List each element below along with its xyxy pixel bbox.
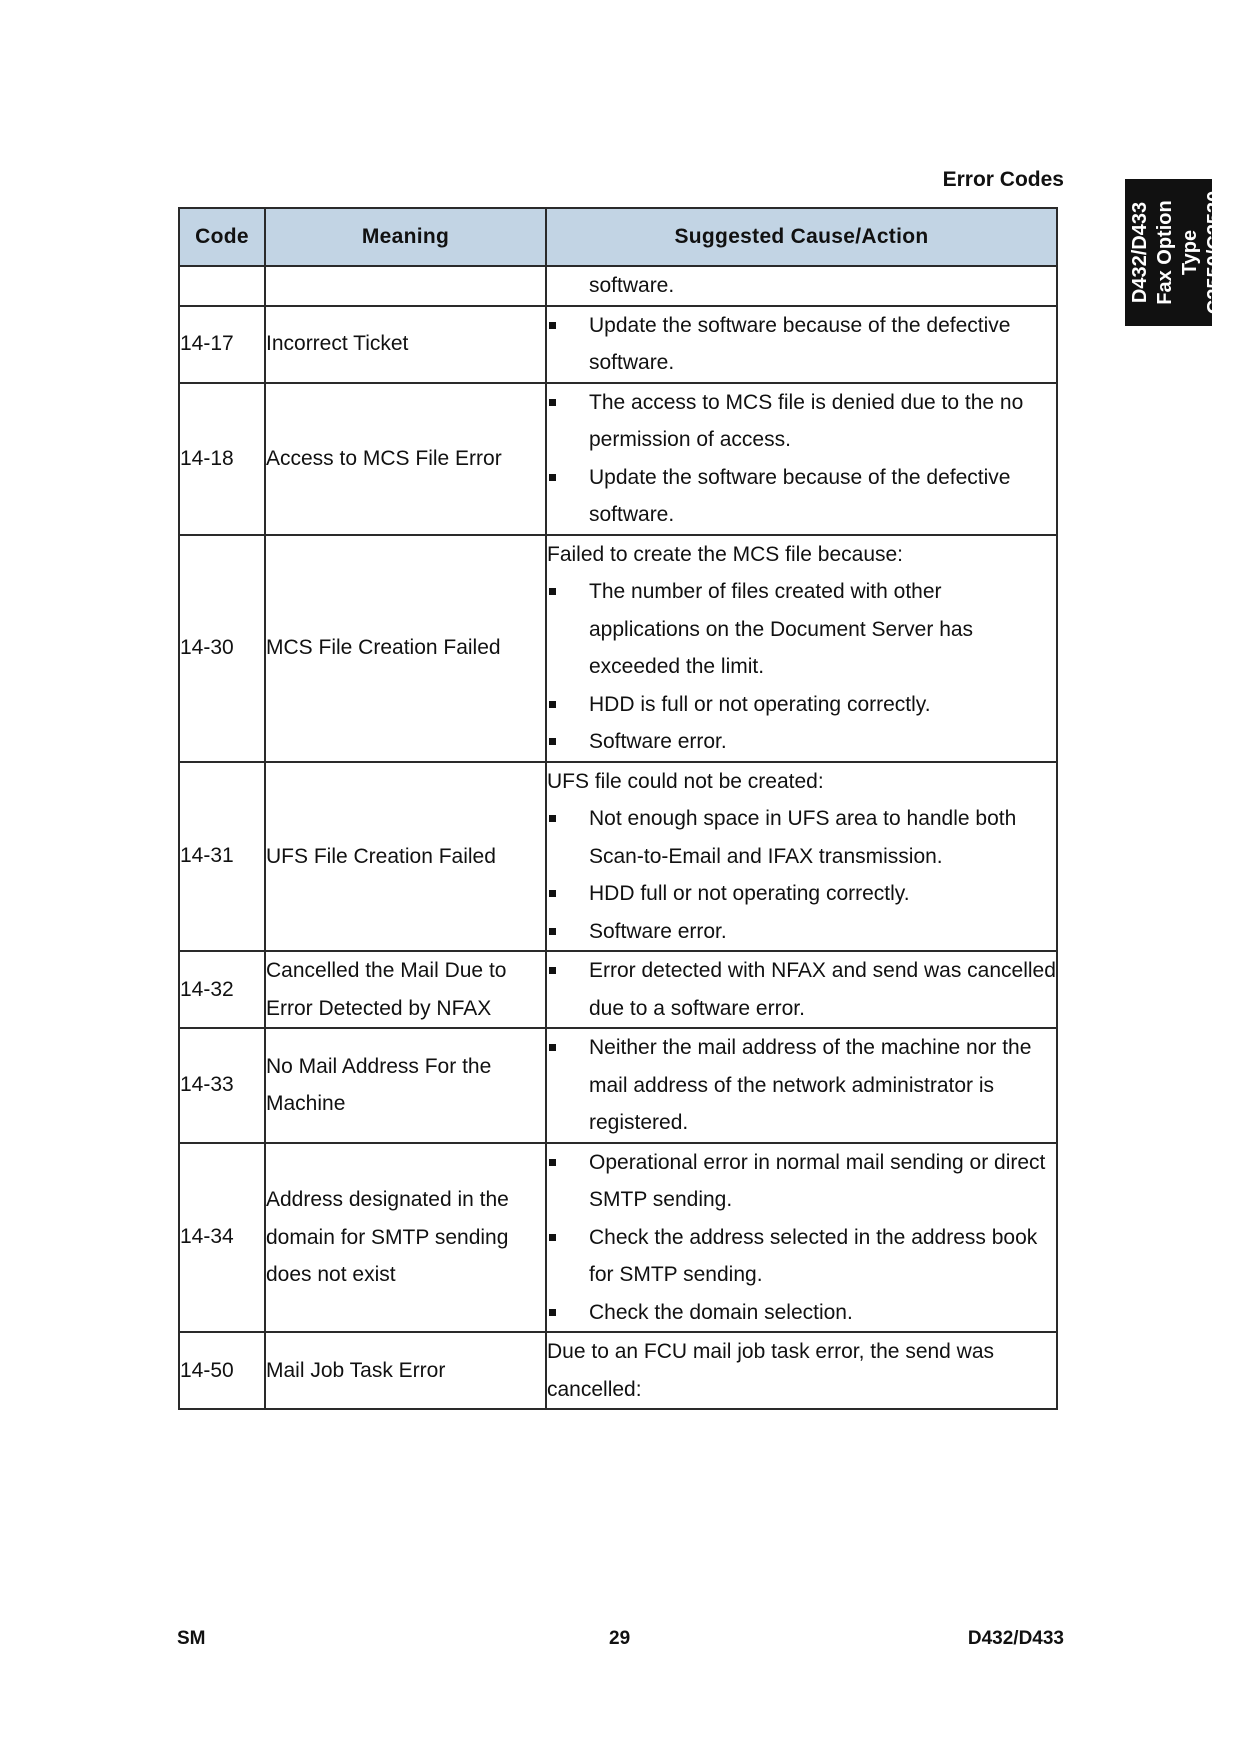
cause-bullet-item: Update the software because of the defective software. — [547, 459, 1056, 534]
cause-bullet-item: HDD full or not operating correctly. — [547, 875, 1056, 913]
cause-action-cell — [546, 535, 1057, 762]
cause-intro: UFS file could not be created: — [547, 769, 824, 793]
cause-bullet-item: Operational error in normal mail sending or direct SMTP sending. — [547, 1144, 1056, 1219]
table-row — [179, 762, 1057, 952]
footer-left: SM — [177, 1628, 206, 1649]
meaning-cell: MCS File Creation Failed — [265, 535, 546, 762]
error-code-cell: 14-34 — [179, 1143, 265, 1333]
cause-bullet-item: Update the software because of the defective software. — [547, 307, 1056, 382]
meaning-cell: Cancelled the Mail Due to Error Detected by NFAX — [265, 951, 546, 1028]
side-tab — [1125, 179, 1226, 326]
cause-action-cell — [546, 1028, 1057, 1143]
table-row — [179, 266, 1057, 306]
cause-bullet-item: Check the address selected in the address book for SMTP sending. — [547, 1219, 1056, 1294]
meaning-cell: Access to MCS File Error — [265, 383, 546, 535]
column-header-code: Code — [179, 208, 265, 266]
cause-bullet-item: Not enough space in UFS area to handle both Scan-to-Email and IFAX transmission. — [547, 800, 1056, 875]
page-header-title: Error Codes — [942, 168, 1064, 191]
cause-intro: Due to an FCU mail job task error, the send was cancelled: — [547, 1340, 995, 1401]
error-codes-table — [178, 207, 1058, 1410]
table-row — [179, 951, 1057, 1028]
cause-action-cell — [546, 306, 1057, 383]
error-code-cell — [179, 266, 265, 306]
cause-intro: Failed to create the MCS file because: — [547, 542, 904, 566]
side-tab-line: D432/D433 — [1128, 201, 1151, 304]
error-code-cell: 14-33 — [179, 1028, 265, 1143]
cause-bullet-item: Error detected with NFAX and send was cancelled due to a software error. — [547, 952, 1056, 1027]
table-row — [179, 1028, 1057, 1143]
error-code-cell: 14-32 — [179, 951, 265, 1028]
side-tab-line: Type — [1178, 229, 1201, 276]
cause-bullet-item: Software error. — [547, 723, 1056, 761]
cause-bullet-item: The access to MCS file is denied due to the no permission of access. — [547, 384, 1056, 459]
cause-continuation: software. — [589, 274, 675, 297]
cause-action-cell — [546, 762, 1057, 952]
cause-bullet-item: The number of files created with other applications on the Document Server has exceeded the limit. — [547, 573, 1056, 686]
page-number: 29 — [609, 1628, 631, 1649]
error-code-cell: 14-17 — [179, 306, 265, 383]
table-header-row — [179, 208, 1057, 266]
column-header-cause: Suggested Cause/Action — [546, 208, 1057, 266]
footer-right: D432/D433 — [967, 1628, 1064, 1649]
cause-action-cell — [546, 266, 1057, 306]
cause-bullet-item: Neither the mail address of the machine nor the mail address of the network administrator is registered. — [547, 1029, 1056, 1142]
meaning-cell: Incorrect Ticket — [265, 306, 546, 383]
table-row — [179, 535, 1057, 762]
cause-bullet-item: HDD is full or not operating correctly. — [547, 686, 1056, 724]
table-row — [179, 1143, 1057, 1333]
cause-action-cell — [546, 1332, 1057, 1409]
cause-bullet-item: Check the domain selection. — [547, 1294, 1056, 1332]
cause-action-cell — [546, 383, 1057, 535]
error-code-cell: 14-18 — [179, 383, 265, 535]
error-code-cell: 14-30 — [179, 535, 265, 762]
table-row — [179, 383, 1057, 535]
cause-action-cell — [546, 1143, 1057, 1333]
meaning-cell: No Mail Address For the Machine — [265, 1028, 546, 1143]
meaning-cell — [265, 266, 546, 306]
meaning-cell: UFS File Creation Failed — [265, 762, 546, 952]
table-row — [179, 306, 1057, 383]
side-tab-line: C2550/C2530 — [1203, 190, 1226, 315]
meaning-cell: Address designated in the domain for SMTP sending does not exist — [265, 1143, 546, 1333]
side-tab-text — [1125, 179, 1226, 326]
side-tab-line: Fax Option — [1153, 200, 1176, 305]
cause-bullet-item: Software error. — [547, 913, 1056, 951]
table-row — [179, 1332, 1057, 1409]
cause-action-cell — [546, 951, 1057, 1028]
meaning-cell: Mail Job Task Error — [265, 1332, 546, 1409]
error-code-cell: 14-50 — [179, 1332, 265, 1409]
error-code-cell: 14-31 — [179, 762, 265, 952]
column-header-meaning: Meaning — [265, 208, 546, 266]
